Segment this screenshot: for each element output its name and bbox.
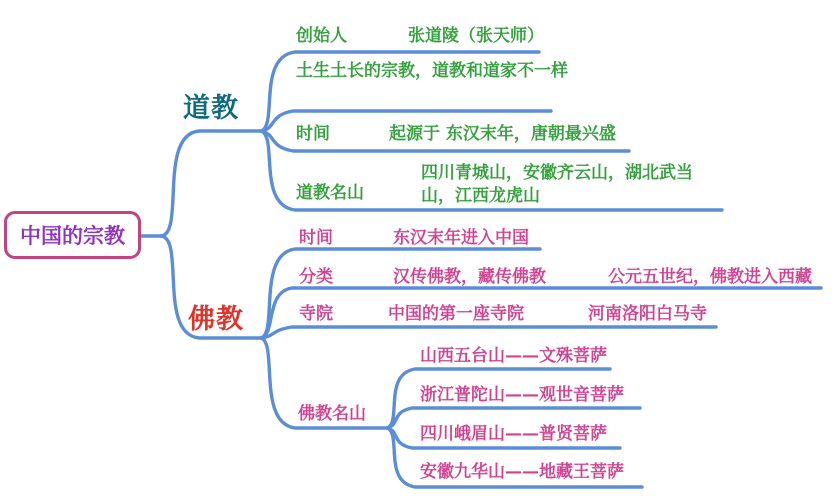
buddhism-temple-value: 中国的第一座寺院 (388, 304, 524, 324)
buddhist-mountain-jiuhua: 安徽九华山——地藏王菩萨 (420, 462, 624, 482)
root-node-label: 中国的宗教 (20, 224, 125, 248)
taoism-time-label: 时间 (296, 124, 330, 144)
connector-buddhism-temple (261, 327, 716, 338)
root-node (4, 211, 141, 259)
taoism-founder-label: 创始人 (296, 26, 347, 46)
branch-buddhism-title: 佛教 (188, 304, 244, 335)
connector-buddhism-category (261, 288, 821, 338)
buddhist-mountain-emei: 四川峨眉山——普贤菩萨 (420, 424, 607, 444)
buddhism-category-note: 公元五世纪，佛教进入西藏 (608, 267, 812, 287)
buddhist-mountain-wutai: 山西五台山——文殊菩萨 (420, 346, 607, 366)
taoism-mountains-value: 四川青城山，安徽齐云山，湖北武当山，江西龙虎山 (421, 163, 693, 206)
buddhism-category-value: 汉传佛教，藏传佛教 (393, 267, 546, 287)
buddhism-temple-note: 河南洛阳白马寺 (588, 304, 707, 324)
buddhism-time-label: 时间 (299, 228, 333, 248)
taoism-time-value: 起源于 东汉末年，唐朝最兴盛 (389, 124, 616, 144)
buddhism-time-value: 东汉末年进入中国 (393, 228, 529, 248)
connector-root-taoism (161, 131, 261, 236)
buddhism-mountains-label: 佛教名山 (298, 404, 366, 424)
buddhist-mountain-putuo: 浙江普陀山——观世音菩萨 (420, 385, 624, 405)
taoism-founder-value: 张道陵（张天师） (408, 26, 544, 46)
connector-buddhism-time (261, 249, 540, 338)
branch-taoism-title: 道教 (183, 93, 239, 124)
buddhism-temple-label: 寺院 (299, 304, 333, 324)
taoism-native-text: 土生土长的宗教，道教和道家不一样 (296, 61, 568, 81)
buddhism-category-label: 分类 (299, 267, 333, 287)
taoism-mountains-label: 道教名山 (296, 183, 364, 203)
